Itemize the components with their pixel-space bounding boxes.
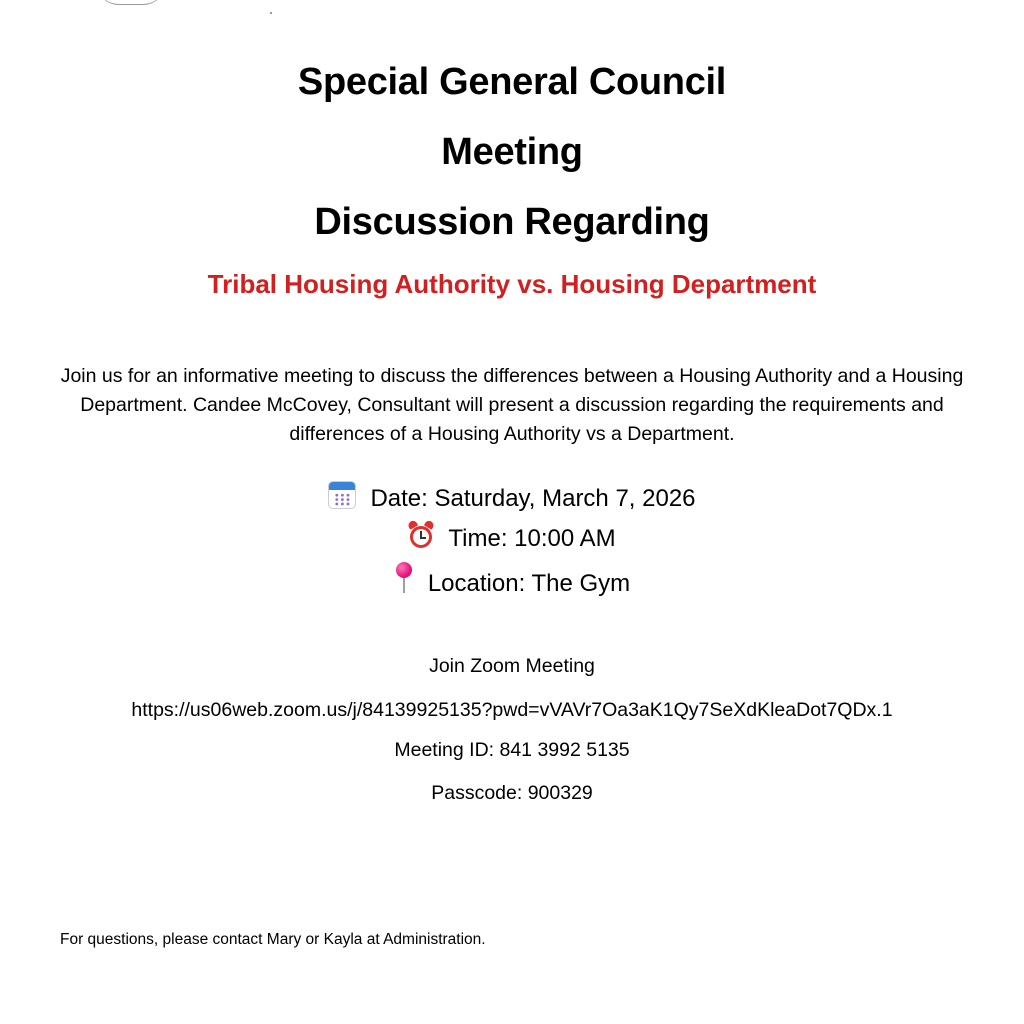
date-text: Date: Saturday, March 7, 2026 (370, 485, 696, 512)
zoom-passcode: Passcode: 900329 (431, 782, 593, 804)
seal-fragment (96, 0, 166, 5)
date-line (0, 481, 1024, 515)
calendar-icon (328, 481, 356, 509)
title-line-3: Discussion Regarding (314, 201, 710, 243)
zoom-meeting-id: Meeting ID: 841 3992 5135 (394, 739, 630, 761)
seal-dot (270, 12, 272, 14)
zoom-heading: Join Zoom Meeting (429, 655, 595, 677)
pushpin-icon (394, 562, 414, 594)
title-line-1: Special General Council (297, 61, 727, 103)
alarm-clock-icon (408, 521, 434, 549)
contact-note: For questions, please contact Mary or Kayla at Administration. (60, 931, 486, 948)
time-line (0, 521, 1024, 555)
time-text: Time: 10:00 AM (448, 525, 616, 552)
location-text: Location: The Gym (427, 570, 631, 597)
intro-paragraph: Join us for an informative meeting to discuss the differences between a Housing Authority and a Housing Department. Candee McCovey, Consultant will present a discussion regarding the requirements and differences of a Housing Authority vs a Department. (60, 365, 964, 445)
location-line (0, 562, 1024, 600)
title-line-2: Meeting (441, 131, 583, 173)
zoom-link[interactable]: https://us06web.zoom.us/j/84139925135?pwd=vVAVr7Oa3aK1Qy7SeXdKleaDot7QDx.1 (131, 699, 893, 721)
subtitle: Tribal Housing Authority vs. Housing Department (207, 269, 817, 299)
